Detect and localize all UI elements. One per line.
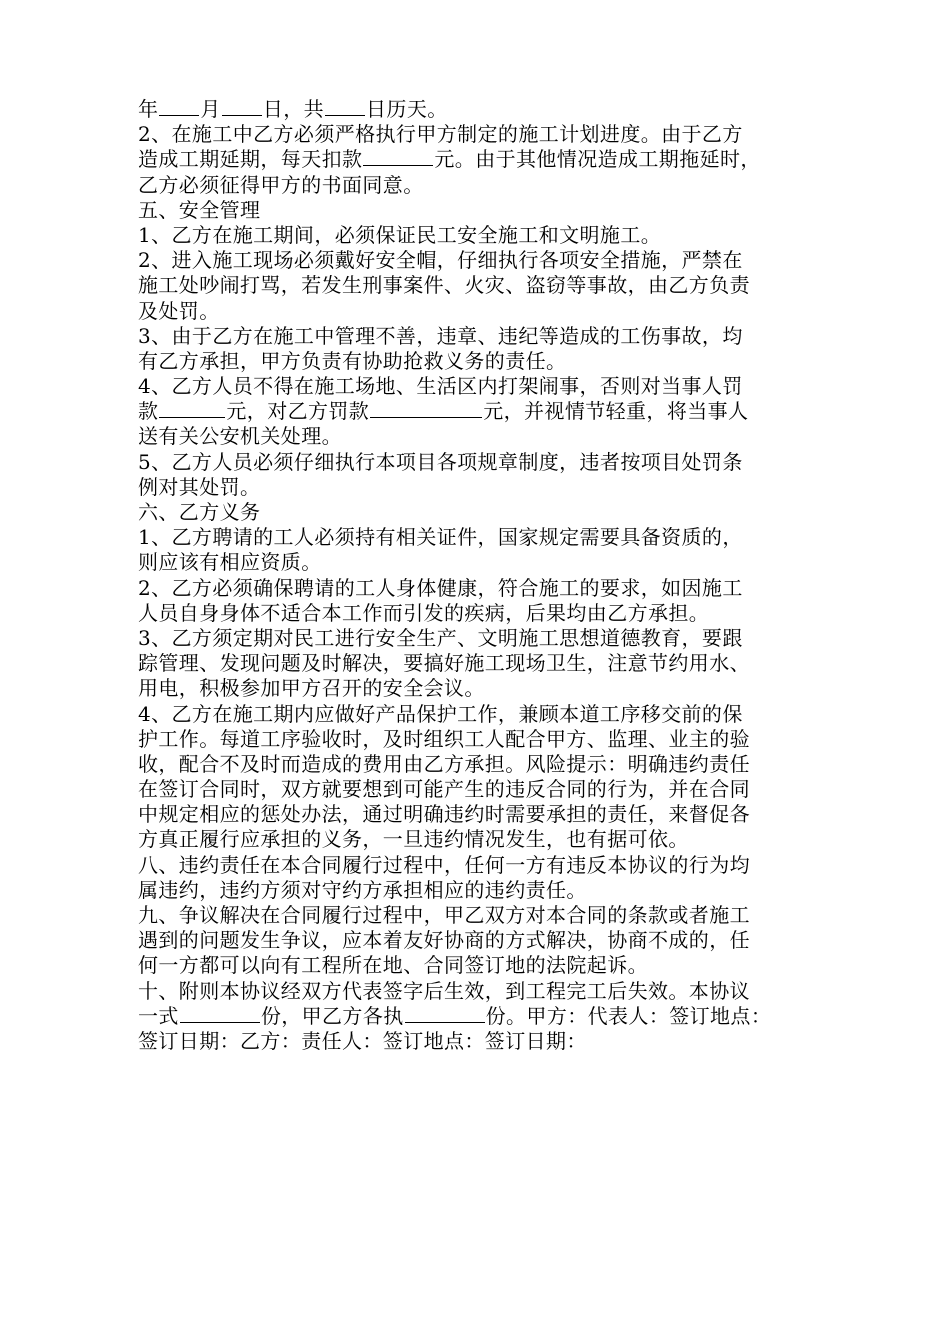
text-line: 5、乙方人员必须仔细执行本项目各项规章制度，违者按项目处罚条 <box>138 449 743 474</box>
text-line: 施工处吵闹打骂，若发生刑事案件、火灾、盗窃等事故，由乙方负责 <box>138 273 750 298</box>
text-line: 一式 份，甲乙方各执 份。甲方：代表人：签订地点： <box>138 1003 772 1028</box>
text-line: 造成工期延期，每天扣款 元。由于其他情况造成工期拖延时， <box>138 147 761 172</box>
section-heading: 五、安全管理 <box>138 197 261 222</box>
section-heading: 六、乙方义务 <box>138 500 261 524</box>
text-line: 送有关公安机关处理。 <box>138 424 342 449</box>
text-line: 属违约，违约方须对守约方承担相应的违约责任。 <box>138 877 587 902</box>
text-line: 人员自身身体不适合本工作而引发的疾病，后果均由乙方承担。 <box>138 600 710 625</box>
document-body <box>138 97 818 1054</box>
text-line: 4、乙方在施工期内应做好产品保护工作，兼顾本道工序移交前的保 <box>138 701 743 726</box>
text-line: 八、违约责任在本合同履行过程中，任何一方有违反本协议的行为均 <box>138 852 750 877</box>
text-line: 1、乙方聘请的工人必须持有相关证件，国家规定需要具备资质的， <box>138 525 743 550</box>
text-line: 九、争议解决在合同履行过程中，甲乙双方对本合同的条款或者施工 <box>138 903 750 927</box>
text-line: 则应该有相应资质。 <box>138 550 322 575</box>
text-line: 何一方都可以向有工程所在地、合同签订地的法院起诉。 <box>138 953 648 978</box>
text-line: 在签订合同时，双方就要想到可能产生的违反合同的行为，并在合同 <box>138 777 750 802</box>
text-line: 3、由于乙方在施工中管理不善，违章、违纪等造成的工伤事故，均 <box>138 323 743 348</box>
text-line: 4、乙方人员不得在施工场地、生活区内打架闹事，否则对当事人罚 <box>138 374 743 399</box>
blank-field[interactable] <box>363 148 433 166</box>
text-line: 3、乙方须定期对民工进行安全生产、文明施工思想道德教育，要跟 <box>138 625 743 650</box>
text-line: 十、附则本协议经双方代表签字后生效，到工程完工后失效。本协议 <box>138 978 750 1003</box>
blank-field[interactable] <box>405 1005 485 1023</box>
text-line: 款 元，对乙方罚款 元，并视情节轻重，将当事人 <box>138 399 749 424</box>
text-line: 乙方必须征得甲方的书面同意。 <box>138 172 424 197</box>
blank-field[interactable] <box>370 400 482 418</box>
text-line: 遇到的问题发生争议，应本着友好协商的方式解决，协商不成的，任 <box>138 928 750 953</box>
blank-field[interactable] <box>325 98 365 116</box>
text-line: 2、乙方必须确保聘请的工人身体健康，符合施工的要求，如因施工 <box>138 575 743 600</box>
text-line: 护工作。每道工序验收时，及时组织工人配合甲方、监理、业主的验 <box>138 726 750 751</box>
text-line: 中规定相应的惩处办法，通过明确违约时需要承担的责任，来督促各 <box>138 802 750 827</box>
text-line: 2、在施工中乙方必须严格执行甲方制定的施工计划进度。由于乙方 <box>138 122 743 147</box>
text-line: 踪管理、发现问题及时解决，要搞好施工现场卫生，注意节约用水、 <box>138 651 750 676</box>
text-line: 用电，积极参加甲方召开的安全会议。 <box>138 676 485 701</box>
text-line: 收，配合不及时而造成的费用由乙方承担。风险提示：明确违约责任 <box>138 751 750 776</box>
text-line: 年 月 日，共 日历天。 <box>138 97 448 121</box>
blank-field[interactable] <box>180 1005 260 1023</box>
text-line: 签订日期：乙方：责任人：签订地点：签订日期： <box>138 1028 587 1053</box>
text-line: 例对其处罚。 <box>138 474 261 499</box>
text-line: 有乙方承担，甲方负责有协助抢救义务的责任。 <box>138 348 567 373</box>
blank-field[interactable] <box>159 400 225 418</box>
text-line: 方真正履行应承担的义务，一旦违约情况发生，也有据可依。 <box>138 827 689 852</box>
text-line: 2、进入施工现场必须戴好安全帽，仔细执行各项安全措施，严禁在 <box>138 248 743 273</box>
text-line: 1、乙方在施工期间，必须保证民工安全施工和文明施工。 <box>138 222 662 247</box>
blank-field[interactable] <box>222 98 262 116</box>
text-line: 及处罚。 <box>138 298 220 323</box>
blank-field[interactable] <box>159 98 199 116</box>
